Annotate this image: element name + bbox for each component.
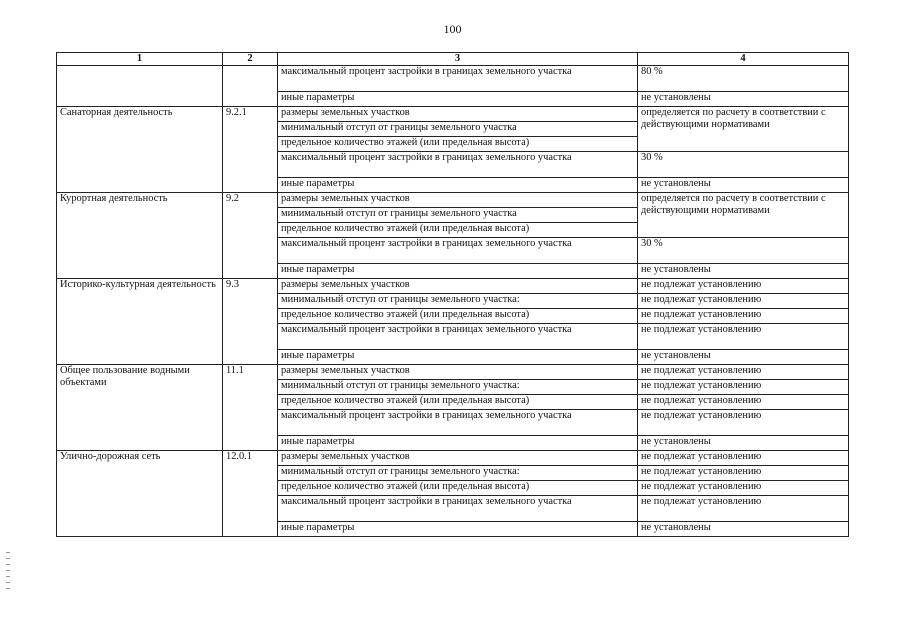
value-cell: 30 %: [638, 238, 849, 264]
table-row: [57, 107, 849, 122]
param-cell: иные параметры: [278, 436, 638, 451]
param-cell: максимальный процент застройки в границах земельного участка: [278, 152, 638, 178]
param-cell: минимальный отступ от границы земельного участка:: [278, 380, 638, 395]
table-row: [57, 193, 849, 208]
value-cell: не подлежат установлению: [638, 380, 849, 395]
param-cell: максимальный процент застройки в границах земельного участка: [278, 496, 638, 522]
param-cell: размеры земельных участков: [278, 107, 638, 122]
param-cell: предельное количество этажей (или предельная высота): [278, 137, 638, 152]
param-cell: минимальный отступ от границы земельного участка:: [278, 466, 638, 481]
value-cell: не подлежат установлению: [638, 496, 849, 522]
param-cell: иные параметры: [278, 178, 638, 193]
value-cell: 30 %: [638, 152, 849, 178]
value-cell: не подлежат установлению: [638, 309, 849, 324]
value-cell: не подлежат установлению: [638, 279, 849, 294]
param-cell: минимальный отступ от границы земельного участка: [278, 208, 638, 223]
table-row: [57, 66, 849, 92]
param-cell: предельное количество этажей (или предельная высота): [278, 481, 638, 496]
col-header-2: 2: [223, 53, 278, 66]
param-cell: иные параметры: [278, 264, 638, 279]
param-cell: предельное количество этажей (или предельная высота): [278, 309, 638, 324]
scan-edge-marks: [6, 552, 10, 592]
param-cell: предельное количество этажей (или предельная высота): [278, 395, 638, 410]
activity-code-cell: 9.2: [223, 193, 278, 279]
activity-code-cell: 9.3: [223, 279, 278, 365]
regulations-table: [56, 52, 849, 537]
value-cell: не подлежат установлению: [638, 451, 849, 466]
merged-value-cell: определяется по расчету в соответствии с действующими нормативами: [638, 107, 849, 152]
param-cell: иные параметры: [278, 522, 638, 537]
value-cell: не установлены: [638, 522, 849, 537]
param-cell: размеры земельных участков: [278, 451, 638, 466]
param-cell: максимальный процент застройки в границах земельного участка: [278, 410, 638, 436]
table-row: [57, 365, 849, 380]
activity-code-cell: 9.2.1: [223, 107, 278, 193]
value-cell: не подлежат установлению: [638, 466, 849, 481]
col-header-1: 1: [57, 53, 223, 66]
param-cell: размеры земельных участков: [278, 365, 638, 380]
value-cell: не подлежат установлению: [638, 365, 849, 380]
param-cell: максимальный процент застройки в границах земельного участка: [278, 324, 638, 350]
name-cell-empty: [57, 66, 223, 107]
param-cell: предельное количество этажей (или предельная высота): [278, 223, 638, 238]
value-cell: не подлежат установлению: [638, 395, 849, 410]
param-cell: размеры земельных участков: [278, 279, 638, 294]
activity-code-cell: 11.1: [223, 365, 278, 451]
activity-name-cell: Курортная деятельность: [57, 193, 223, 279]
value-cell: не подлежат установлению: [638, 324, 849, 350]
header-row: [57, 53, 849, 66]
merged-value-cell: определяется по расчету в соответствии с действующими нормативами: [638, 193, 849, 238]
activity-name-cell: Историко-культурная деятельность: [57, 279, 223, 365]
param-cell: максимальный процент застройки в границах земельного участка: [278, 238, 638, 264]
code-cell-empty: [223, 66, 278, 107]
activity-code-cell: 12.0.1: [223, 451, 278, 537]
value-cell: 80 %: [638, 66, 849, 92]
value-cell: не установлены: [638, 178, 849, 193]
value-cell: не подлежат установлению: [638, 481, 849, 496]
table-row: [57, 279, 849, 294]
param-cell: максимальный процент застройки в границах земельного участка: [278, 66, 638, 92]
param-cell: минимальный отступ от границы земельного участка: [278, 122, 638, 137]
value-cell: не установлены: [638, 350, 849, 365]
value-cell: не подлежат установлению: [638, 410, 849, 436]
value-cell: не подлежат установлению: [638, 294, 849, 309]
page-number: 100: [443, 22, 462, 36]
value-cell: не установлены: [638, 264, 849, 279]
activity-name-cell: Улично-дорожная сеть: [57, 451, 223, 537]
param-cell: иные параметры: [278, 350, 638, 365]
param-cell: иные параметры: [278, 92, 638, 107]
value-cell: не установлены: [638, 92, 849, 107]
activity-name-cell: Общее пользование водными объектами: [57, 365, 223, 451]
param-cell: размеры земельных участков: [278, 193, 638, 208]
col-header-3: 3: [278, 53, 638, 66]
table-row: [57, 451, 849, 466]
param-cell: минимальный отступ от границы земельного участка:: [278, 294, 638, 309]
value-cell: не установлены: [638, 436, 849, 451]
col-header-4: 4: [638, 53, 849, 66]
activity-name-cell: Санаторная деятельность: [57, 107, 223, 193]
